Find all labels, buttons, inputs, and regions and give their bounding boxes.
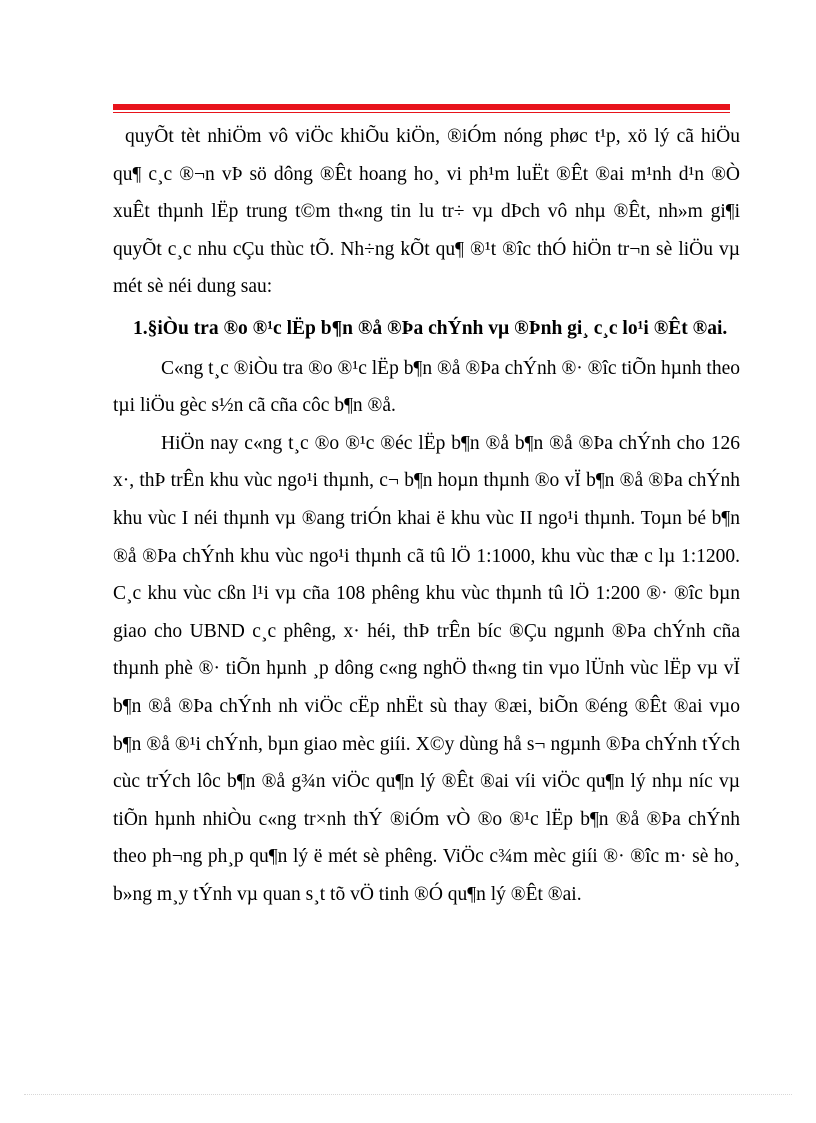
section-heading: 1.§iÒu tra ®o ®¹c lËp b¶n ®å ®Þa chÝnh vµ ®Þnh gi¸ c¸c lo¹i ®Êt ®ai. <box>133 317 728 339</box>
paragraph: C«ng t¸c ®iÒu tra ®o ®¹c lËp b¶n ®å ®Þa chÝnh ®· ®îc tiÕn hµnh theo tµi liÖu gèc s½n cã cña côc b¶n ®å. <box>113 357 740 417</box>
page-bottom-divider <box>24 1094 792 1095</box>
header-rule-thin <box>113 112 730 113</box>
paragraph: HiÖn nay c«ng t¸c ®o ®¹c ®éc lËp b¶n ®å b¶n ®å ®Þa chÝnh cho 126 x·, thÞ trÊn khu vùc ngo¹i thµnh, c¬ b¶n hoµn thµnh ®o vÏ b¶n ®å ®Þa chÝnh khu vùc I néi thµnh vµ ®ang triÓn khai ë khu vùc II ngo¹i thµnh. Toµn bé b¶n ®å ®Þa chÝnh khu vùc ngo¹i thµnh cã tû lÖ 1:1000, khu vùc thæ c lµ 1:1200. C¸c khu vùc cßn l¹i vµ cña 108 phêng khu vùc thµnh tû lÖ 1:200 ®· ®îc bµn giao cho UBND c¸c phêng, x· héi, thÞ trÊn bíc ®Çu ngµnh ®Þa chÝnh cña thµnh phè ®· tiÕn hµnh ¸p dông c«ng nghÖ th«ng tin vµo lÜnh vùc lËp vµ vÏ b¶n ®å ®Þa chÝnh nh viÖc cËp nhËt sù thay ®æi, biÕn ®éng ®Êt ®ai vµo b¶n ®å ®¹i chÝnh, bµn giao mèc giíi. X©y dùng hå s¬ ngµnh ®Þa chÝnh tÝch cùc trÝch lôc b¶n ®å g¾n viÖc qu¶n lý ®Êt ®ai víi viÖc qu¶n lý nhµ níc vµ tiÕn hµnh nhiÒu c«ng tr×nh thÝ ®iÓm vÒ ®o ®¹c lËp b¶n ®å ®Þa chÝnh theo ph¬ng ph¸p qu¶n lý ë mét sè phêng. ViÖc c¾m mèc giíi ®· ®îc m· sè ho¸ b»ng m¸y tÝnh vµ quan s¸t tõ vÖ tinh ®Ó qu¶n lý ®Êt ®ai. <box>113 432 740 905</box>
paragraph: quyÕt tèt nhiÖm vô viÖc khiÕu kiÖn, ®iÓm nóng phøc t¹p, xö lý cã hiÖu qu¶ c¸c ®¬n vÞ sö dông ®Êt hoang ho¸ vi ph¹m luËt ®Êt ®ai m¹nh d¹n ®Ò xuÊt thµnh lËp trung t©m th«ng tin lu tr÷ vµ dÞch vô nhµ ®Êt, nh»m gi¶i quyÕt c¸c nhu cÇu thùc tÕ. Nh÷ng kÕt qu¶ ®¹t ®îc thÓ hiÖn tr¬n sè liÖu vµ mét sè néi dung sau: <box>113 126 740 298</box>
header-rule <box>113 104 730 110</box>
document-body <box>113 118 740 913</box>
